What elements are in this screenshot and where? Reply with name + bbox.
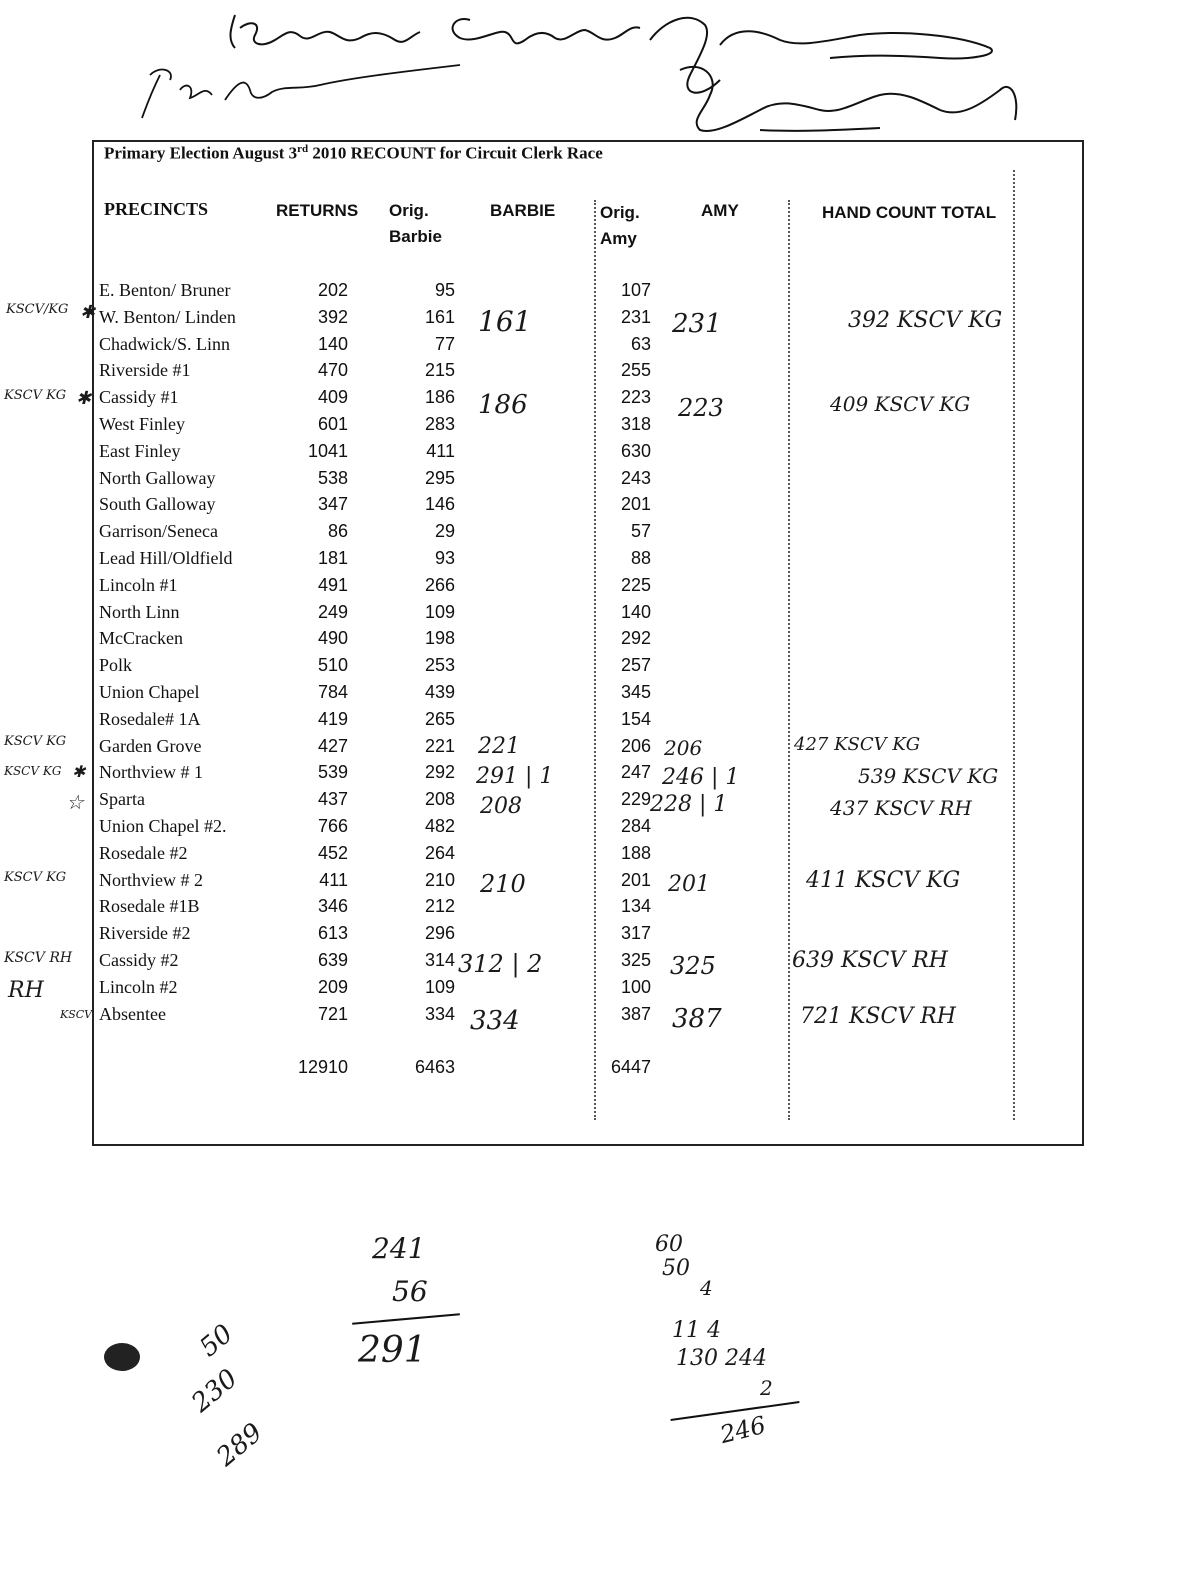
orig-barbie-value: 198 — [424, 628, 455, 649]
hand-northview2-total: 411 KSCV KG — [806, 868, 961, 893]
orig-amy-value: 325 — [620, 950, 651, 970]
orig-amy-value: 345 — [620, 682, 651, 702]
table-row — [0, 572, 1200, 599]
table-row — [0, 518, 1200, 545]
returns-value: 437 — [317, 789, 348, 810]
calc2-f: 2 — [760, 1376, 773, 1400]
hand-cassidy1-amy: 223 — [678, 394, 724, 422]
orig-amy-value: 257 — [620, 655, 651, 676]
hand-garden-barbie: 221 — [478, 734, 520, 759]
hand-cassidy1-total: 409 KSCV KG — [830, 392, 971, 416]
hand-cassidy1-barbie: 186 — [478, 390, 528, 420]
hand-northview2-barbie: 210 — [480, 870, 526, 898]
orig-amy-value: 201 — [620, 494, 651, 515]
orig-barbie-value: 109 — [424, 601, 455, 622]
table-row — [0, 357, 1200, 384]
orig-barbie-value: 265 — [424, 708, 455, 729]
hand-garden-amy: 206 — [664, 736, 703, 760]
calc3-c: 289 — [211, 1417, 269, 1473]
returns-value: 601 — [317, 414, 348, 434]
precinct-name: Polk — [99, 655, 133, 676]
hand-absentee-amy: 387 — [672, 1004, 722, 1034]
precinct-name: South Galloway — [99, 494, 216, 515]
precinct-name: Absentee — [99, 1003, 166, 1024]
table-row — [0, 706, 1200, 733]
header-orig-barbie-line2: Barbie — [389, 227, 442, 246]
hand-garden-total: 427 KSCV KG — [794, 734, 921, 755]
returns-value: 721 — [317, 1003, 348, 1024]
table-row — [0, 813, 1200, 840]
calc3-a: 50 — [194, 1318, 239, 1364]
orig-barbie-value: 266 — [424, 574, 455, 595]
table-row — [0, 867, 1200, 894]
asterisk-mark: ✱ — [72, 762, 86, 781]
precinct-name: Lincoln #1 — [99, 574, 178, 595]
orig-barbie-value: 482 — [424, 816, 455, 836]
orig-amy-value: 284 — [620, 816, 651, 836]
asterisk-mark: ✱ — [76, 388, 92, 409]
table-row — [0, 893, 1200, 920]
precinct-name: Garrison/Seneca — [99, 521, 218, 542]
precinct-name: Lead Hill/Oldfield — [99, 548, 233, 568]
orig-barbie-value: 210 — [424, 869, 455, 890]
precinct-name: Lincoln #2 — [99, 976, 178, 997]
returns-value: 427 — [317, 735, 348, 756]
returns-value: 639 — [317, 950, 348, 970]
orig-barbie-value: 221 — [424, 735, 455, 756]
header-amy: AMY — [701, 201, 739, 220]
orig-amy-value: 140 — [620, 601, 651, 622]
orig-amy-value: 100 — [620, 976, 651, 997]
scribble-mark — [100, 1335, 160, 1395]
calc2-sum: 246 — [717, 1410, 769, 1450]
precinct-name: Northview # 1 — [99, 762, 203, 783]
precinct-name: W. Benton/ Linden — [99, 306, 236, 327]
returns-value: 419 — [317, 708, 348, 729]
orig-barbie-value: 93 — [434, 548, 455, 568]
hand-cassidy1-margin: KSCV KG — [4, 388, 67, 403]
calc2-a: 60 — [655, 1232, 683, 1257]
hand-wbenton-total: 392 KSCV KG — [848, 308, 1003, 333]
title-text: Primary Election August 3 — [104, 143, 298, 163]
orig-amy-value: 231 — [620, 306, 651, 327]
orig-barbie-value: 334 — [424, 1003, 455, 1024]
hand-garden-margin: KSCV KG — [4, 734, 67, 749]
precinct-name: Union Chapel #2. — [99, 816, 227, 836]
orig-amy-value: 630 — [620, 440, 651, 461]
returns-value: 347 — [317, 494, 348, 515]
table-row — [0, 625, 1200, 652]
hand-absentee-barbie: 334 — [470, 1006, 520, 1036]
orig-barbie-value: 253 — [424, 655, 455, 676]
returns-value: 613 — [317, 923, 348, 944]
precinct-name: Chadwick/S. Linn — [99, 333, 230, 354]
returns-value: 409 — [317, 387, 348, 408]
hand-northview2-margin: KSCV KG — [4, 870, 67, 885]
calc2-c: 4 — [700, 1276, 713, 1300]
orig-barbie-value: 161 — [424, 306, 455, 327]
orig-amy-value: 57 — [630, 521, 651, 542]
returns-value: 470 — [317, 360, 348, 381]
precinct-name: Union Chapel — [99, 682, 200, 702]
table-row — [0, 652, 1200, 679]
table-row — [0, 759, 1200, 786]
orig-amy-value: 107 — [620, 280, 651, 300]
orig-amy-value: 154 — [620, 708, 651, 729]
hand-northview1-total: 539 KSCV KG — [858, 764, 999, 788]
returns-value: 346 — [317, 896, 348, 917]
total-orig-barbie: 6463 — [414, 1057, 455, 1077]
table-row — [0, 277, 1200, 304]
header-returns: RETURNS — [276, 201, 359, 220]
header-orig-amy-line1: Orig. — [600, 203, 640, 222]
orig-barbie-value: 146 — [424, 494, 455, 515]
title-superscript: rd — [297, 143, 309, 155]
table-row — [0, 491, 1200, 518]
returns-value: 86 — [327, 521, 348, 542]
hand-absentee-total: 721 KSCV RH — [800, 1004, 956, 1029]
calc2-d: 11 4 — [672, 1318, 721, 1343]
orig-barbie-value: 314 — [424, 950, 455, 970]
returns-value: 538 — [317, 467, 348, 488]
asterisk-mark: ✱ — [80, 302, 96, 323]
orig-barbie-value: 215 — [424, 360, 455, 381]
orig-barbie-value: 411 — [426, 440, 455, 461]
orig-amy-value: 317 — [620, 923, 651, 944]
table-row — [0, 304, 1200, 331]
orig-barbie-value: 95 — [434, 280, 455, 300]
header-hand-count-total: HAND COUNT TOTAL — [822, 203, 997, 222]
hand-cassidy2-barbie: 312 | 2 — [458, 950, 543, 978]
precinct-name: Northview # 2 — [99, 869, 203, 890]
totals-row — [0, 1054, 1200, 1081]
returns-value: 411 — [319, 869, 348, 890]
precinct-name: Cassidy #1 — [99, 387, 179, 408]
orig-amy-value: 229 — [620, 789, 651, 810]
hand-northview1-amy: 246 | 1 — [662, 765, 740, 790]
orig-barbie-value: 296 — [424, 923, 455, 944]
orig-barbie-value: 29 — [434, 521, 455, 542]
hand-northview2-amy: 201 — [668, 872, 710, 897]
returns-value: 1041 — [307, 440, 348, 461]
orig-amy-value: 88 — [630, 548, 651, 568]
hand-sparta-total: 437 KSCV RH — [830, 796, 972, 820]
header-orig-amy-line2: Amy — [600, 229, 637, 248]
orig-amy-value: 63 — [630, 333, 651, 354]
orig-barbie-value: 283 — [424, 414, 455, 434]
precinct-name: E. Benton/ Bruner — [99, 280, 231, 300]
table-row — [0, 840, 1200, 867]
orig-amy-value: 247 — [620, 762, 651, 783]
returns-value: 202 — [317, 280, 348, 300]
orig-barbie-value: 439 — [424, 682, 455, 702]
total-orig-amy: 6447 — [610, 1057, 651, 1077]
header-precincts: PRECINCTS — [104, 199, 209, 219]
total-returns: 12910 — [297, 1057, 348, 1077]
orig-barbie-value: 109 — [424, 976, 455, 997]
returns-value: 452 — [317, 842, 348, 863]
hand-absentee-margin: KSCV — [60, 1008, 93, 1021]
table-row — [0, 733, 1200, 760]
table-row — [0, 545, 1200, 572]
hand-northview1-barbie: 291 | 1 — [476, 764, 554, 789]
returns-value: 181 — [317, 548, 348, 568]
returns-value: 491 — [317, 574, 348, 595]
calc1-b: 56 — [392, 1275, 428, 1308]
precinct-name: McCracken — [99, 628, 183, 649]
precinct-name: North Linn — [99, 601, 180, 622]
orig-barbie-value: 212 — [424, 896, 455, 917]
orig-barbie-value: 186 — [424, 387, 455, 408]
precinct-name: West Finley — [99, 414, 186, 434]
hand-lincoln2-margin: RH — [8, 978, 44, 1003]
returns-value: 784 — [317, 682, 348, 702]
orig-amy-value: 387 — [620, 1003, 651, 1024]
hand-cassidy2-margin: KSCV RH — [4, 950, 73, 966]
orig-barbie-value: 292 — [424, 762, 455, 783]
precinct-name: North Galloway — [99, 467, 216, 488]
table-row — [0, 411, 1200, 438]
orig-barbie-value: 77 — [434, 333, 455, 354]
precinct-name: Garden Grove — [99, 735, 202, 756]
table-row — [0, 384, 1200, 411]
header-barbie: BARBIE — [490, 201, 556, 220]
precinct-name: Cassidy #2 — [99, 950, 179, 970]
signature-katrina-groves — [0, 0, 1200, 140]
hand-sparta-star: ☆ — [66, 790, 84, 814]
orig-amy-value: 225 — [620, 574, 651, 595]
table-row — [0, 438, 1200, 465]
returns-value: 140 — [317, 333, 348, 354]
returns-value: 766 — [317, 816, 348, 836]
page-title — [104, 143, 603, 164]
orig-barbie-value: 295 — [424, 467, 455, 488]
returns-value: 539 — [317, 762, 348, 783]
precinct-name: Rosedale #1B — [99, 896, 200, 917]
returns-value: 249 — [317, 601, 348, 622]
hand-wbenton-margin: KSCV/KG — [6, 302, 69, 317]
returns-value: 490 — [317, 628, 348, 649]
hand-sparta-amy: 228 | 1 — [650, 792, 728, 817]
table-row — [0, 786, 1200, 813]
precinct-name: Sparta — [99, 789, 145, 810]
table-row — [0, 331, 1200, 358]
calc1-rule — [352, 1313, 460, 1324]
hand-cassidy2-amy: 325 — [670, 952, 716, 980]
hand-northview1-margin: KSCV KG — [4, 764, 62, 778]
calc2-e: 130 244 — [676, 1346, 767, 1371]
precinct-name: Riverside #2 — [99, 923, 191, 944]
orig-amy-value: 134 — [620, 896, 651, 917]
header-orig-barbie-line1: Orig. — [389, 201, 429, 220]
orig-amy-value: 223 — [620, 387, 651, 408]
calc1-sum: 291 — [358, 1330, 427, 1371]
table-row — [0, 947, 1200, 974]
orig-amy-value: 243 — [620, 467, 651, 488]
precinct-name: East Finley — [99, 440, 181, 461]
orig-amy-value: 255 — [620, 360, 651, 381]
orig-amy-value: 201 — [620, 869, 651, 890]
returns-value: 510 — [317, 655, 348, 676]
orig-barbie-value: 264 — [424, 842, 455, 863]
precinct-name: Rosedale #2 — [99, 842, 188, 863]
orig-amy-value: 206 — [620, 735, 651, 756]
table-row — [0, 599, 1200, 626]
hand-sparta-barbie: 208 — [480, 794, 522, 819]
hand-cassidy2-total: 639 KSCV RH — [792, 948, 948, 973]
orig-amy-value: 188 — [620, 842, 651, 863]
calc3-b: 230 — [186, 1363, 244, 1419]
title-text-end: 2010 RECOUNT for Circuit Clerk Race — [308, 143, 603, 163]
orig-barbie-value: 208 — [424, 789, 455, 810]
hand-wbenton-barbie: 161 — [478, 305, 532, 338]
table-row — [0, 1001, 1200, 1028]
calc2-b: 50 — [662, 1256, 690, 1281]
orig-amy-value: 292 — [620, 628, 651, 649]
precinct-name: Riverside #1 — [99, 360, 191, 381]
table-row — [0, 679, 1200, 706]
returns-value: 392 — [317, 306, 348, 327]
precinct-name: Rosedale# 1A — [99, 708, 201, 729]
orig-amy-value: 318 — [620, 414, 651, 434]
table-row — [0, 974, 1200, 1001]
table-row — [0, 920, 1200, 947]
calc1-a: 241 — [372, 1232, 426, 1265]
table-row — [0, 465, 1200, 492]
returns-value: 209 — [317, 976, 348, 997]
hand-wbenton-amy: 231 — [672, 309, 722, 339]
